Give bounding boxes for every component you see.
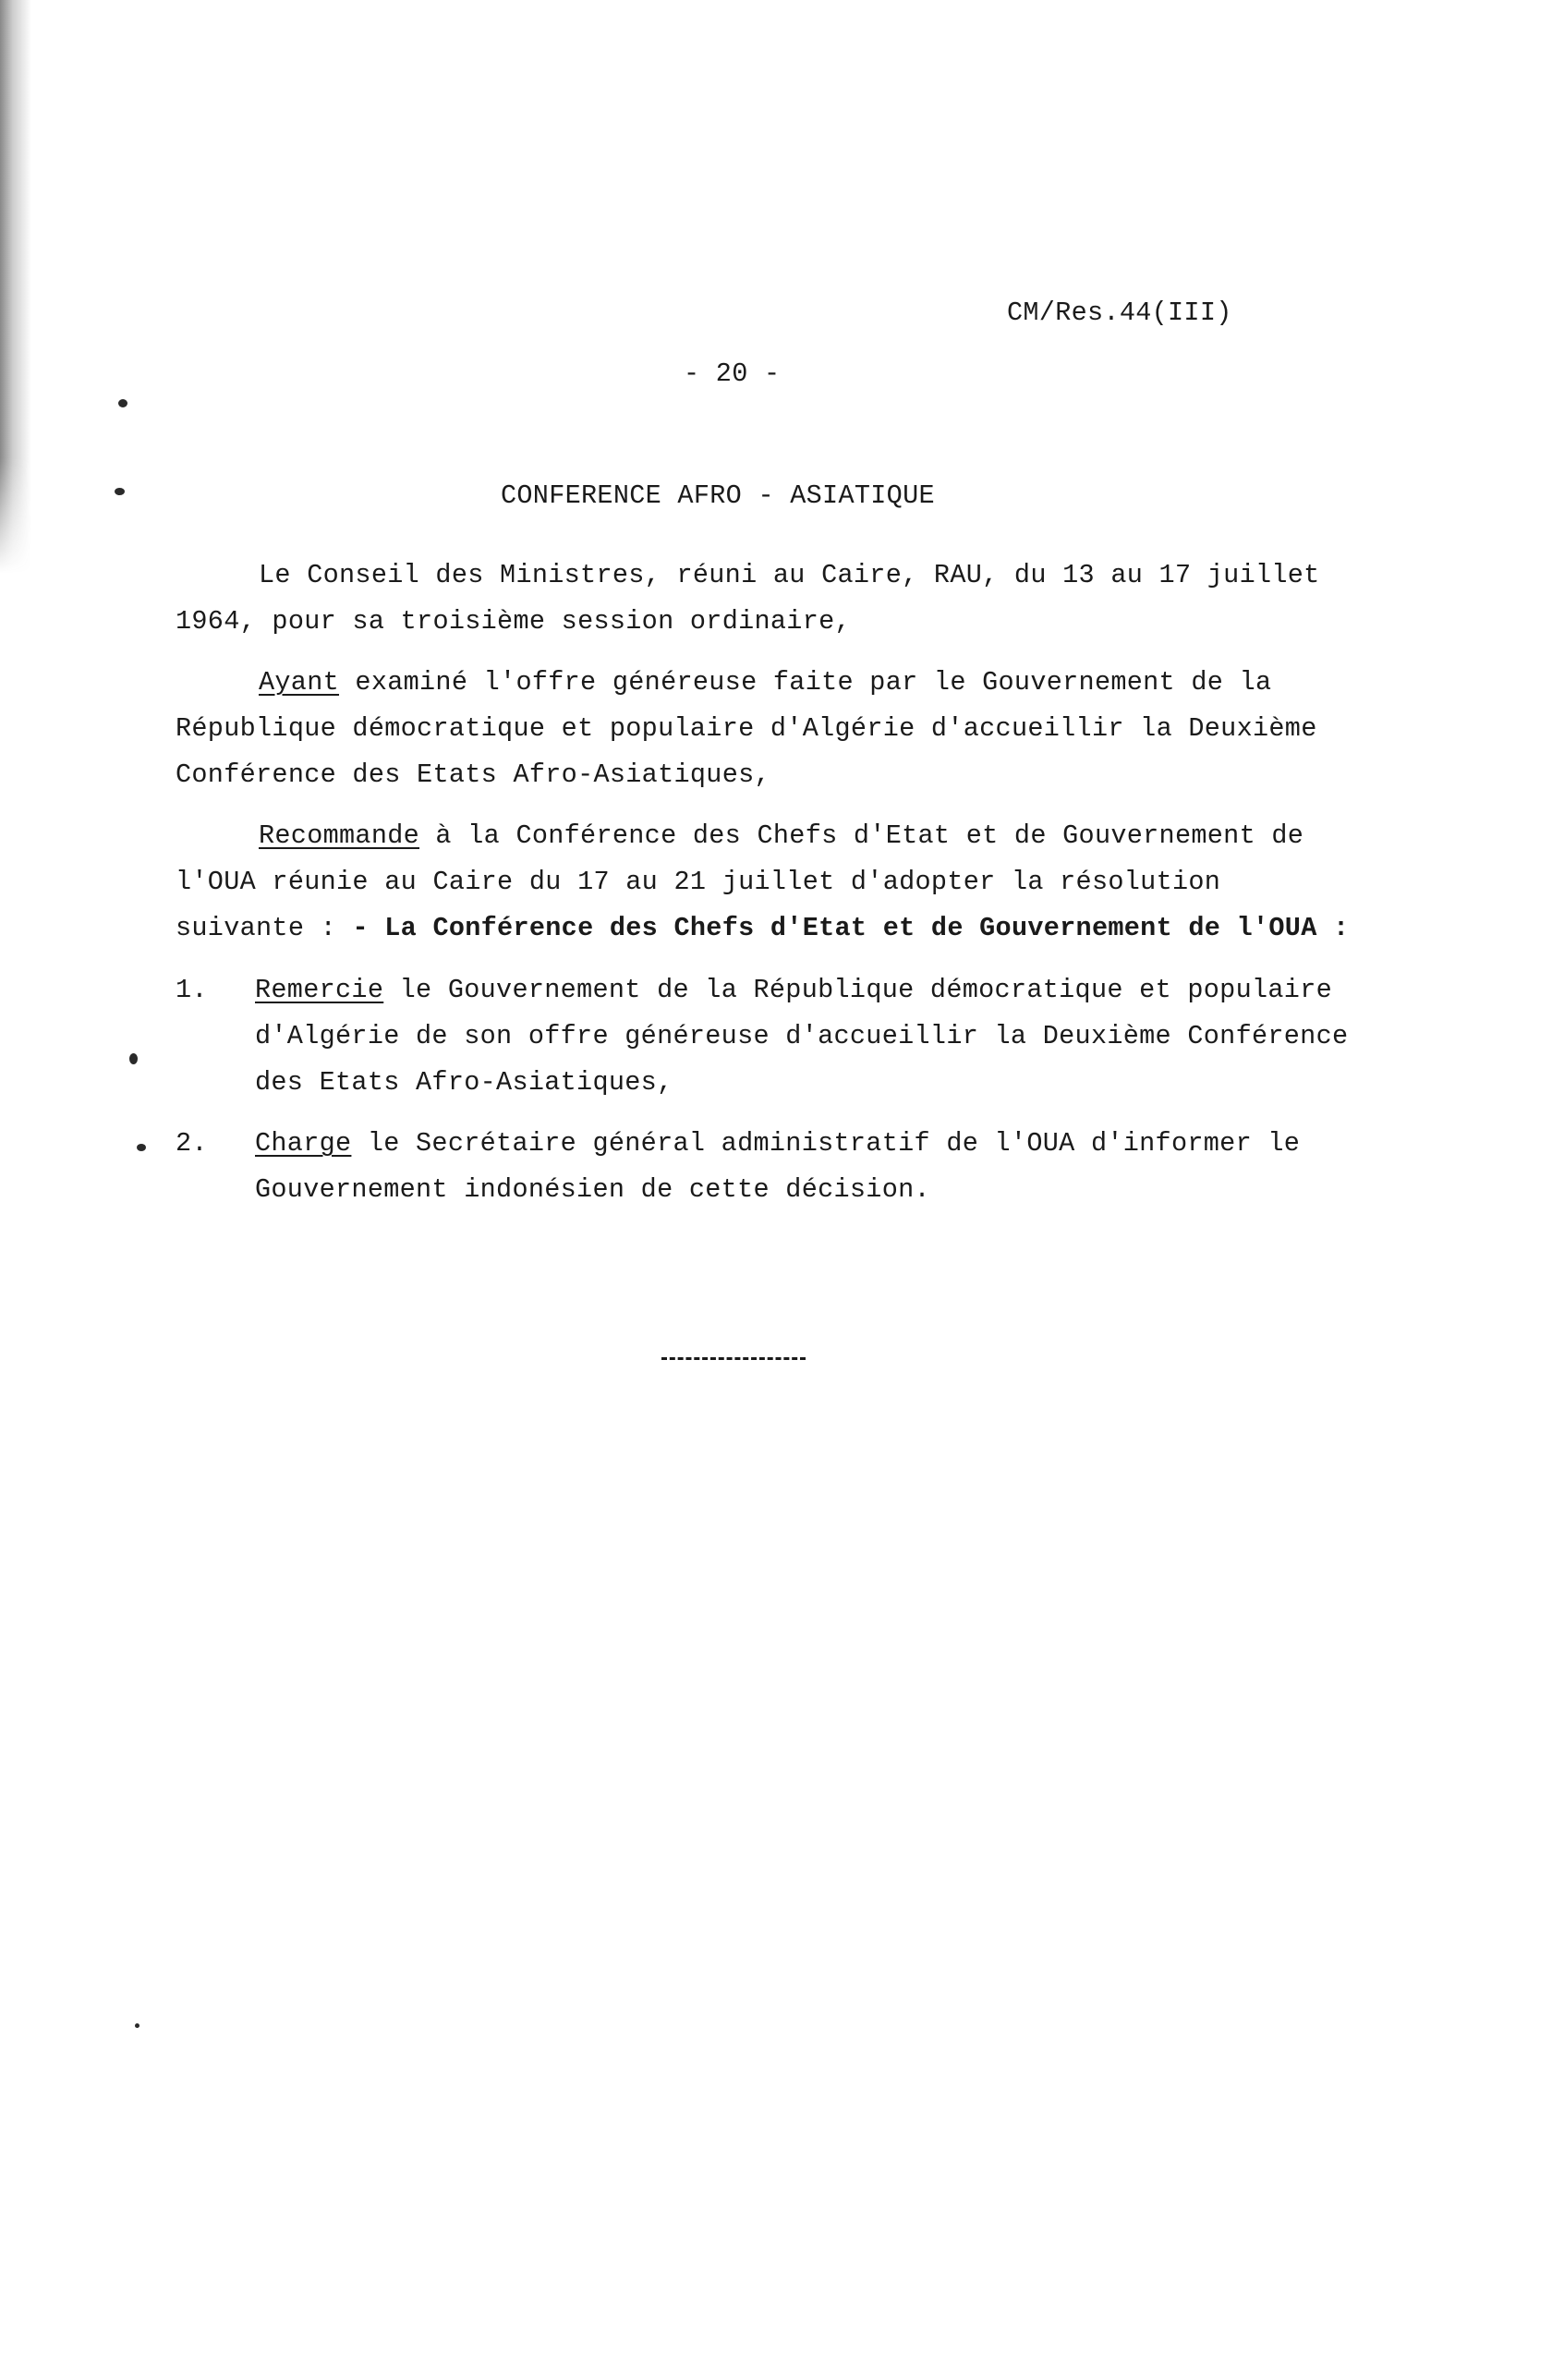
ayant-keyword: Ayant: [259, 667, 340, 698]
page-number: - 20 -: [684, 358, 781, 389]
document-reference: CM/Res.44(III): [1007, 298, 1232, 328]
preamble-line-1: Le Conseil des Ministres, réuni au Caire, RAU, du 13 au 17 juillet: [259, 560, 1320, 590]
recommande-keyword: Recommande: [259, 820, 420, 851]
ayant-paragraph-line-2: République démocratique et populaire d'Algérie d'accueillir la Deuxième: [176, 713, 1317, 744]
ayant-paragraph-line-1: [259, 667, 1271, 698]
preamble-line-2: 1964, pour sa troisième session ordinaire,: [176, 606, 851, 637]
charge-keyword: Charge: [255, 1128, 352, 1159]
recommande-paragraph-line-2: l'OUA réunie au Caire du 17 au 21 juillet d'adopter la résolution: [176, 867, 1221, 897]
recommande-paragraph-line-1: [259, 820, 1303, 851]
scan-mark: [129, 1053, 138, 1064]
item-1-line-3: des Etats Afro-Asiatiques,: [255, 1067, 673, 1098]
recommande-line-3-start: suivante :: [176, 913, 353, 943]
recommande-line-1-text: à la Conférence des Chefs d'Etat et de Gouvernement de: [419, 820, 1304, 851]
item-1-number: 1.: [176, 975, 208, 1005]
resolution-intro: - La Conférence des Chefs d'Etat et de Gouvernement de l'OUA :: [352, 913, 1350, 943]
item-2-number: 2.: [176, 1128, 208, 1159]
item-1-line-2: d'Algérie de son offre généreuse d'accueillir la Deuxième Conférence: [255, 1021, 1349, 1051]
item-1-line-1: [255, 975, 1332, 1005]
ayant-paragraph-line-3: Conférence des Etats Afro-Asiatiques,: [176, 759, 770, 790]
end-divider: [661, 1357, 806, 1360]
scan-mark: [115, 488, 125, 495]
scan-mark: [137, 1144, 146, 1151]
scan-mark: [118, 399, 127, 407]
remercie-keyword: Remercie: [255, 975, 384, 1005]
document-title: CONFERENCE AFRO - ASIATIQUE: [501, 480, 935, 511]
item-1-line-1-text: le Gouvernement de la République démocratique et populaire: [383, 975, 1332, 1005]
item-2-line-1: [255, 1128, 1300, 1159]
scan-edge-shadow: [0, 0, 83, 573]
recommande-paragraph-line-3: [176, 913, 1349, 943]
ayant-line-1-text: examiné l'offre généreuse faite par le Gouvernement de la: [339, 667, 1272, 698]
scan-mark: [135, 2023, 139, 2028]
item-2-line-1-text: le Secrétaire général administratif de l'OUA d'informer le: [351, 1128, 1301, 1159]
item-2-line-2: Gouvernement indonésien de cette décision.: [255, 1174, 930, 1205]
